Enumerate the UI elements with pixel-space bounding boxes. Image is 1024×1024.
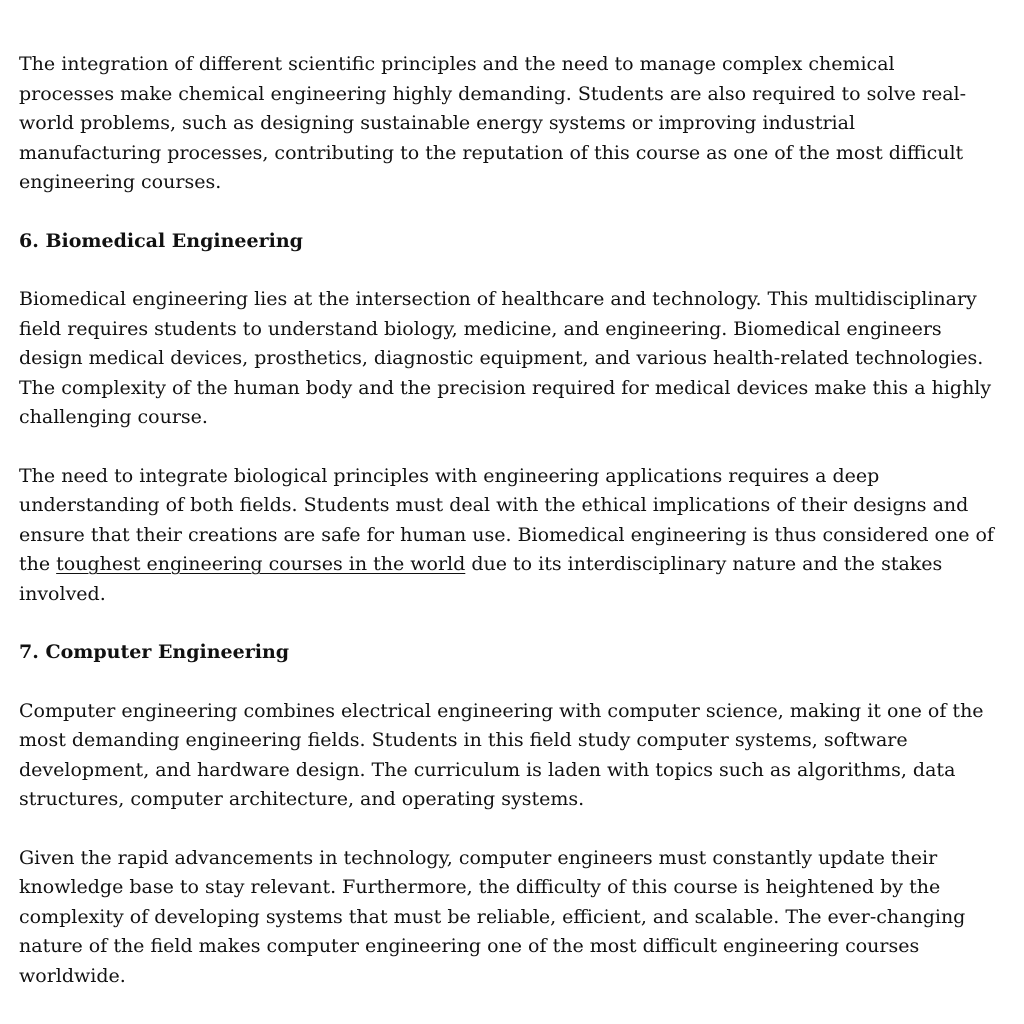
paragraph-text: due to its interdisciplinary nature and the stakes involved. [19, 553, 943, 605]
paragraph-computer-intro: Computer engineering combines electrical engineering with computer science, making it one of the most demanding engineering fields. Students in this field study computer systems, software development, and hardware design. The curriculum is laden with topics such as algorithms, data structures, computer architecture, and operating systems. [19, 699, 984, 810]
paragraph-biomedical-intro: Biomedical engineering lies at the intersection of healthcare and technology. This multidisciplinary field requires students to understand biology, medicine, and engineering. Biomedical engineers design medical devices, prosthetics, diagnostic equipment, and various health-related technologies. The complexity of the human body and the precision required for medical devices make this a highly challenging course. [19, 288, 992, 428]
heading-computer-engineering: 7. Computer Engineering [19, 641, 290, 663]
article-body [19, 50, 994, 1020]
paragraph-biomedical-detail [19, 462, 994, 610]
heading-biomedical-engineering: 6. Biomedical Engineering [19, 229, 303, 252]
paragraph-computer-detail: Given the rapid advancements in technology, computer engineers must constantly update their knowledge base to stay relevant. Furthermore, the difficulty of this course is heightened by the complexity of developing systems that must be reliable, efficient, and scalable. The ever-changing nature of the field makes computer engineering one of the most difficult engineering courses worldwide. [19, 846, 966, 987]
paragraph-chemical-engineering: The integration of different scientific principles and the need to manage complex chemical processes make chemical engineering highly demanding. Students are also required to solve real-world problems, such as designing sustainable energy systems or improving industrial manufacturing processes, contributing to the reputation of this course as one of the most difficult engineering courses. [19, 53, 967, 193]
toughest-courses-link[interactable]: toughest engineering courses in the world [56, 553, 466, 575]
paragraph-text: The need to integrate biological principles with engineering applications requires a deep understanding of both fields. Students must deal with the ethical implications of their designs and ensure that their creations are safe for human use. Biomedical engineering is thus considered one of the [19, 464, 994, 575]
